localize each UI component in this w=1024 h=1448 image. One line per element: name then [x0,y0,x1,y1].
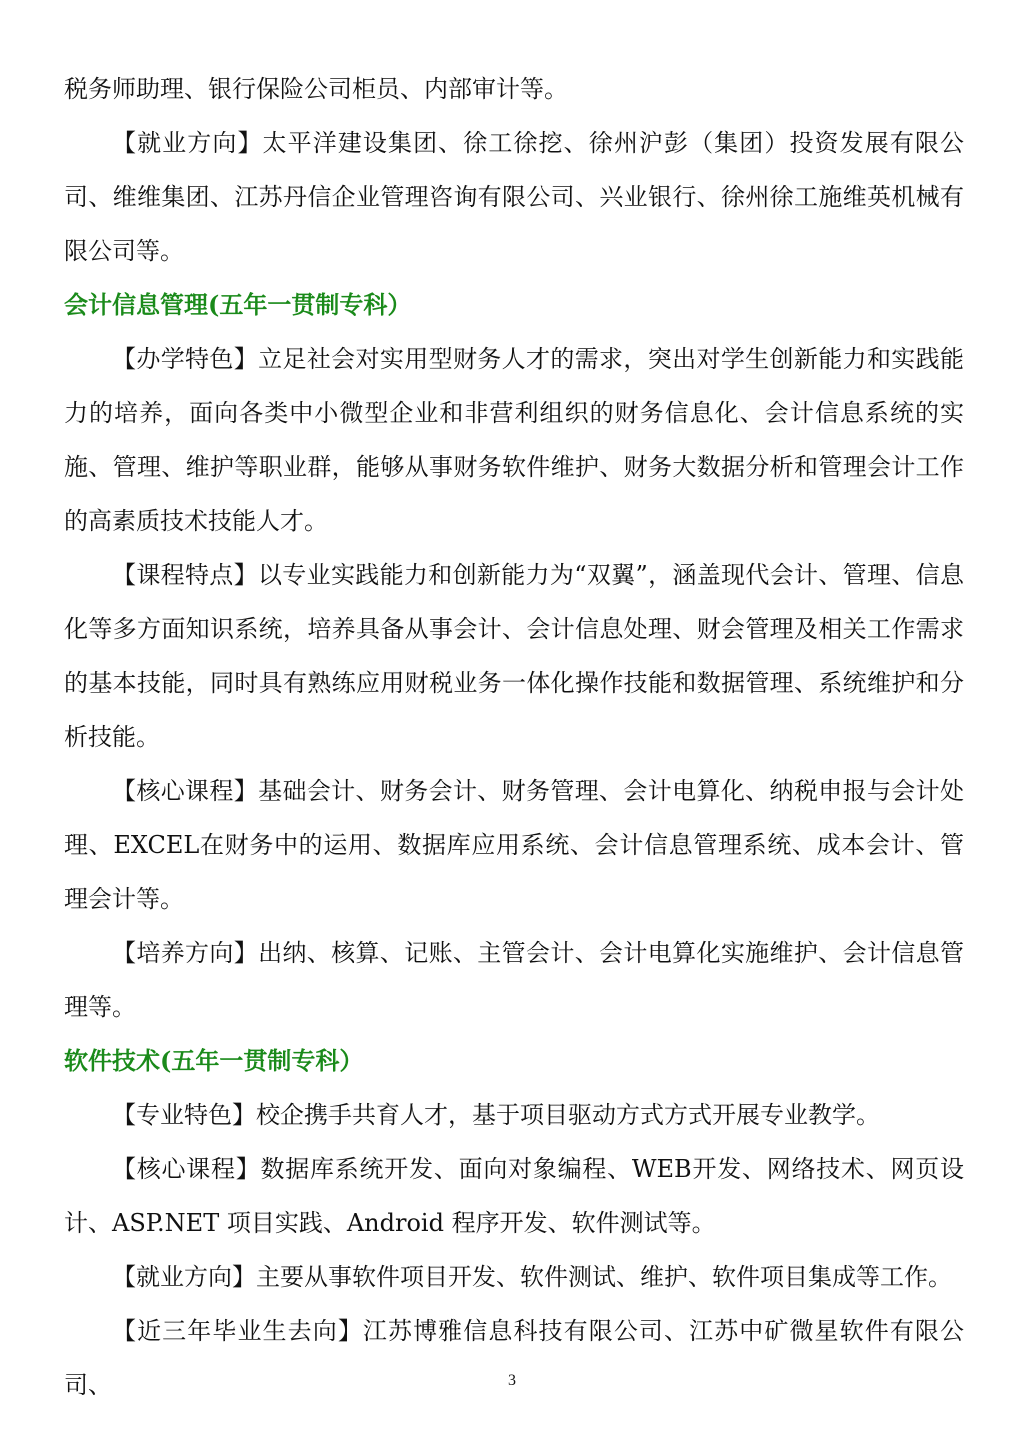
paragraph-software-employment: 【就业方向】主要从事软件项目开发、软件测试、维护、软件项目集成等工作。 [112,1263,952,1291]
paragraph-continuation: 税务师助理、银行保险公司柜员、内部审计等。 [64,75,568,103]
page-number: 3 [508,1372,516,1389]
section-heading-software-tech: 软件技术(五年一贯制专科） [64,1046,364,1075]
paragraph-software-core-courses: 【核心课程】数据库系统开发、面向对象编程、WEB开发、网络技术、网页设计、ASP.NET 项目实践、Android 程序开发、软件测试等。 [64,1155,964,1237]
paragraph-employment-direction: 【就业方向】太平洋建设集团、徐工徐挖、徐州沪彭（集团）投资发展有限公司、维维集团、江苏丹信企业管理咨询有限公司、兴业银行、徐州徐工施维英机械有限公司等。 [64,129,964,265]
paragraph-graduate-destinations: 【近三年毕业生去向】江苏博雅信息科技有限公司、江苏中矿微星软件有限公司、 [64,1317,964,1399]
document-body [64,62,964,1412]
paragraph-course-features: 【课程特点】以专业实践能力和创新能力为“双翼”，涵盖现代会计、管理、信息化等多方面知识系统，培养具备从事会计、会计信息处理、财会管理及相关工作需求的基本技能，同时具有熟练应用财税业务一体化操作技能和数据管理、系统维护和分析技能。 [64,561,964,751]
paragraph-major-features: 【专业特色】校企携手共育人才，基于项目驱动方式方式开展专业教学。 [112,1101,880,1129]
paragraph-core-courses: 【核心课程】基础会计、财务会计、财务管理、会计电算化、纳税申报与会计处理、EXCEL在财务中的运用、数据库应用系统、会计信息管理系统、成本会计、管理会计等。 [64,777,964,913]
paragraph-school-features: 【办学特色】立足社会对实用型财务人才的需求，突出对学生创新能力和实践能力的培养，面向各类中小微型企业和非营利组织的财务信息化、会计信息系统的实施、管理、维护等职业群，能够从事财务软件维护、财务大数据分析和管理会计工作的高素质技术技能人才。 [64,345,964,535]
paragraph-training-direction: 【培养方向】出纳、核算、记账、主管会计、会计电算化实施维护、会计信息管理等。 [64,939,964,1021]
section-heading-accounting-info: 会计信息管理(五年一贯制专科） [64,290,412,319]
